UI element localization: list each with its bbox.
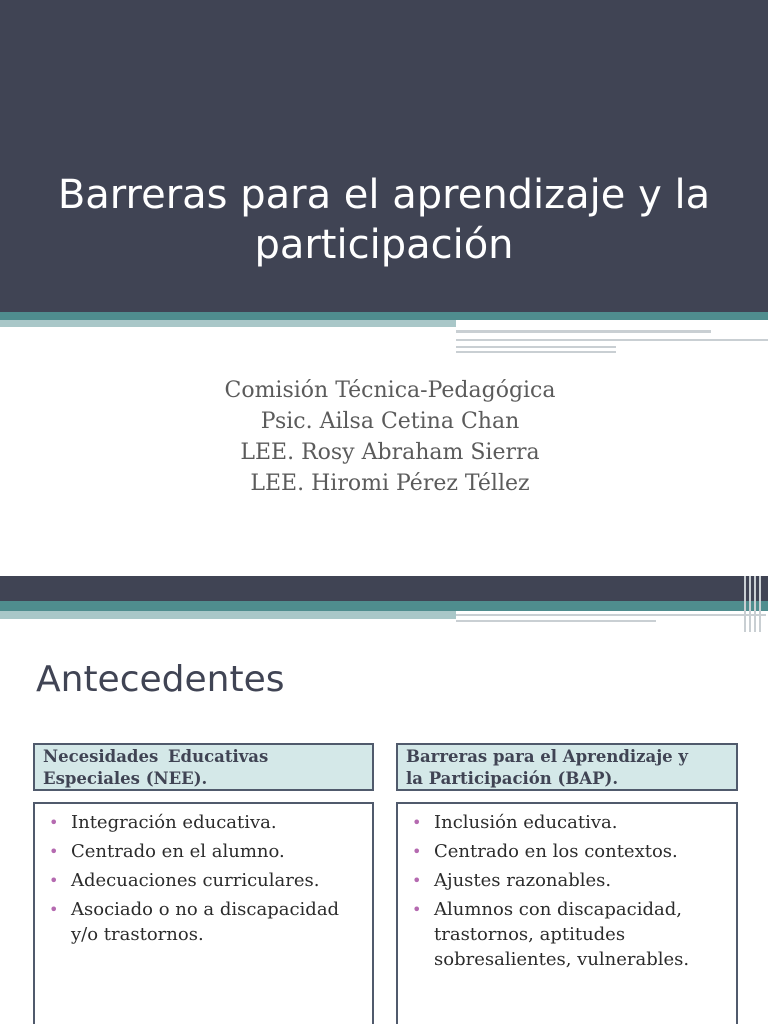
bullet-icon: •	[49, 813, 59, 832]
accent-stripe	[456, 351, 616, 353]
header-band	[0, 576, 768, 601]
accent-stripe	[0, 320, 456, 327]
subtitle-line: LEE. Rosy Abraham Sierra	[240, 440, 540, 465]
list-item: • Ajustes razonables.	[412, 870, 612, 891]
nee-list-box	[33, 802, 374, 1024]
accent-stripe	[0, 611, 456, 619]
bap-header	[396, 743, 738, 791]
slide-title	[20, 170, 748, 270]
content-slide	[0, 576, 768, 1024]
list-item: • Adecuaciones curriculares.	[49, 870, 320, 891]
accent-stripe	[456, 339, 768, 341]
accent-stripe	[456, 330, 711, 333]
title-line-1: Barreras para el aprendizaje y la	[57, 172, 711, 218]
list-item: • Centrado en los contextos.	[412, 841, 678, 862]
list-item: • Inclusión educativa.	[412, 812, 618, 833]
accent-stripe	[0, 312, 768, 320]
bullet-icon: •	[49, 900, 59, 919]
bullet-icon: •	[49, 842, 59, 861]
subtitle-line: Comisión Técnica-Pedagógica	[224, 378, 556, 403]
bap-header-line-2: la Participación (BAP).	[406, 769, 619, 788]
bap-list	[398, 804, 736, 972]
list-item: • Asociado o no a discapacidad y/o trastornos.	[49, 899, 340, 945]
bullet-icon: •	[412, 842, 422, 861]
accent-stripe	[456, 614, 766, 616]
decor-bars	[744, 576, 764, 632]
bullet-icon: •	[412, 900, 422, 919]
nee-header-line-2: Especiales (NEE).	[43, 769, 208, 788]
accent-stripe	[0, 601, 768, 611]
accent-stripe	[456, 346, 616, 348]
nee-header	[33, 743, 374, 791]
bap-header-line-1: Barreras para el Aprendizaje y	[406, 747, 688, 766]
list-item: • Centrado en el alumno.	[49, 841, 285, 862]
bullet-icon: •	[412, 813, 422, 832]
bullet-icon: •	[49, 871, 59, 890]
accent-stripe	[456, 620, 656, 622]
nee-header-line-1: Necesidades Educativas	[43, 747, 269, 766]
nee-list	[35, 804, 372, 947]
list-item: • Alumnos con discapacidad, trastornos, aptitudes sobresalientes, vulnerables.	[412, 899, 690, 970]
subtitle-line: LEE. Hiromi Pérez Téllez	[250, 471, 530, 496]
list-item: • Integración educativa.	[49, 812, 277, 833]
bap-list-box	[396, 802, 738, 1024]
bullet-icon: •	[412, 871, 422, 890]
subtitle-line: Psic. Ailsa Cetina Chan	[260, 409, 520, 434]
slide-heading: Antecedentes	[36, 659, 285, 700]
title-line-2: participación	[254, 222, 514, 268]
authors-block	[0, 375, 768, 499]
